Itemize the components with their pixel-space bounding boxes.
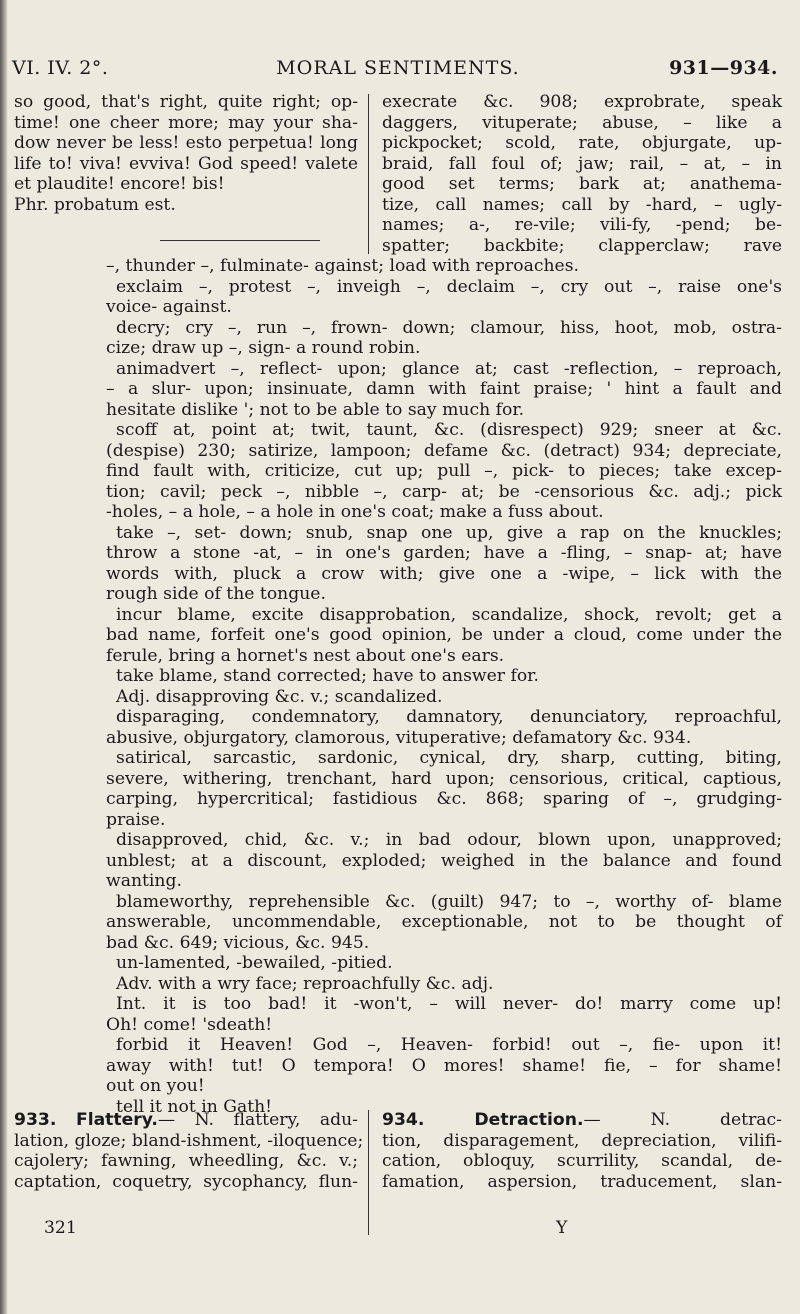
right-column-line: good set terms; bark at; anathema-	[382, 174, 782, 194]
left-column-line: et plaudite! encore! bis!	[14, 174, 225, 194]
entry-line: take blame, stand corrected; have to answer for.	[116, 666, 539, 686]
left-column-text	[14, 92, 358, 215]
entry-line: scoff at, point at; twit, taunt, &c. (disrespect) 929; sneer at &c.	[116, 420, 782, 440]
section-933-line-0	[14, 1110, 358, 1131]
column-rule-top	[368, 94, 369, 254]
section-933-first-line: — N. flattery, adu-	[157, 1110, 358, 1130]
entry-line: out on you!	[106, 1076, 205, 1096]
section-933-title: Flattery.	[75, 1110, 158, 1130]
entry-line: (despise) 230; satirize, lampoon; defame &c. (detract) 934; depreciate,	[106, 440, 782, 461]
entry-line: voice- against.	[106, 297, 232, 317]
entry-line: Int. it is too bad! it -won't, – will never- do! marry come up!	[116, 994, 782, 1014]
section-end-rule	[160, 240, 320, 241]
left-column-line: Phr. probatum est.	[14, 194, 176, 215]
entry-line: – a slur- upon; insinuate, damn with faint praise; ' hint a fault and	[106, 379, 782, 399]
entry-line: words with, pluck a crow with; give one a -wipe, – lick with the	[106, 563, 782, 584]
section-933-line-3: captation, coquetry, sycophancy, flun-	[14, 1171, 358, 1192]
right-column-line: tize, call names; call by -hard, – ugly-	[382, 194, 782, 215]
section-934-title: Detraction.	[474, 1110, 584, 1130]
entry-line: carping, hypercritical; fastidious &c. 868; sparing of –, grudging-	[106, 789, 782, 809]
entry-line: blameworthy, reprehensible &c. (guilt) 947; to –, worthy of- blame	[116, 891, 782, 912]
header-section-ref: VI. IV. 2°.	[12, 57, 109, 79]
entry-line: animadvert –, reflect- upon; glance at; cast -reflection, – reproach,	[116, 358, 782, 379]
left-column-line: time! one cheer more; may your sha-	[14, 112, 358, 133]
right-column-line: names; a-, re-vile; vili-fy, -pend; be-	[382, 215, 782, 235]
entry-line: decry; cry –, run –, frown- down; clamour, hiss, hoot, mob, ostra-	[116, 317, 782, 338]
book-page	[10, 0, 786, 1314]
right-column-line: braid, fall foul of; jaw; rail, – at, – in	[382, 153, 782, 174]
full-width-text	[106, 256, 782, 1117]
left-column-line: so good, that's right, quite right; op-	[14, 92, 358, 112]
section-934-line-2: cation, obloquy, scurrility, scandal, de-	[382, 1151, 782, 1171]
entry-line: tion; cavil; peck –, nibble –, carp- at; be -censorious &c. adj.; pick	[106, 481, 782, 502]
entry-line: cize; draw up –, sign- a round robin.	[106, 338, 421, 358]
entry-line: satirical, sarcastic, sardonic, cynical, dry, sharp, cutting, biting,	[116, 748, 782, 768]
section-933-number: 933.	[14, 1110, 57, 1130]
header-entry-range: 931—934.	[669, 57, 778, 79]
entry-line: tell it not in Gath!	[116, 1096, 273, 1117]
entry-line: severe, withering, trenchant, hard upon; censorious, critical, captious,	[106, 768, 782, 789]
entry-line: disapproved, chid, &c. v.; in bad odour, blown upon, unapproved;	[116, 830, 782, 850]
entry-line: praise.	[106, 809, 166, 830]
section-933-line-1: lation, gloze; bland-ishment, -iloquence;	[14, 1130, 364, 1151]
entry-line: answerable, uncommendable, exceptionable, not to be thought of	[106, 912, 782, 932]
entry-line: Oh! come! 'sdeath!	[106, 1014, 273, 1035]
section-933-flattery	[14, 1110, 364, 1192]
printer-signature-mark: Y	[556, 1218, 568, 1238]
entry-line: hesitate dislike '; not to be able to say much for.	[106, 399, 525, 420]
entry-line: un-lamented, -bewailed, -pitied.	[116, 953, 393, 973]
entry-line: Adj. disapproving &c. v.; scandalized.	[116, 686, 443, 707]
left-column-line: life to! viva! evviva! God speed! valete	[14, 153, 358, 174]
header-title: MORAL SENTIMENTS.	[276, 57, 520, 79]
right-column-line: spatter; backbite; clapperclaw; rave	[382, 235, 782, 256]
right-column-line: pickpocket; scold, rate, objurgate, up-	[382, 133, 782, 153]
entry-line: rough side of the tongue.	[106, 584, 326, 604]
entry-line: wanting.	[106, 871, 182, 891]
right-column-line: execrate &c. 908; exprobrate, speak	[382, 92, 782, 112]
entry-line: away with! tut! O tempora! O mores! shame! fie, – for shame!	[106, 1055, 782, 1076]
running-header	[10, 58, 786, 84]
right-column-text	[382, 92, 782, 256]
entry-line: –, thunder –, fulminate- against; load with reproaches.	[106, 256, 580, 276]
section-933-line-2: cajolery; fawning, wheedling, &c. v.;	[14, 1151, 358, 1171]
page-number: 321	[44, 1218, 77, 1238]
entry-line: take –, set- down; snub, snap one up, give a rap on the knuckles;	[116, 522, 782, 543]
section-934-number: 934.	[382, 1110, 425, 1130]
entry-line: throw a stone -at, – in one's garden; have a -fling, – snap- at; have	[106, 543, 782, 563]
right-column-line: daggers, vituperate; abuse, – like a	[382, 112, 782, 133]
entry-line: forbid it Heaven! God –, Heaven- forbid! out –, fie- upon it!	[116, 1035, 782, 1055]
entry-line: bad &c. 649; vicious, &c. 945.	[106, 932, 370, 953]
section-934-first-line: — N. detrac-	[583, 1110, 782, 1130]
column-rule-bottom	[368, 1110, 369, 1235]
book-spine-shadow	[0, 0, 8, 1314]
section-934-line-3: famation, aspersion, traducement, slan-	[382, 1171, 782, 1192]
section-934-line-1: tion, disparagement, depreciation, vilifi-	[382, 1130, 782, 1151]
entry-line: Adv. with a wry face; reproachfully &c. adj.	[116, 973, 494, 994]
left-column-line: dow never be less! esto perpetua! long	[14, 133, 358, 153]
entry-line: incur blame, excite disapprobation, scandalize, shock, revolt; get a	[116, 604, 782, 625]
section-934-line-0	[382, 1110, 782, 1131]
section-934-detraction	[382, 1110, 782, 1192]
entry-line: ferule, bring a hornet's nest about one's ears.	[106, 645, 505, 666]
entry-line: find fault with, criticize, cut up; pull –, pick- to pieces; take excep-	[106, 461, 782, 481]
entry-line: disparaging, condemnatory, damnatory, denunciatory, reproachful,	[116, 707, 782, 727]
entry-line: -holes, – a hole, – a hole in one's coat; make a fuss about.	[106, 502, 604, 522]
entry-line: abusive, objurgatory, clamorous, vituperative; defamatory &c. 934.	[106, 727, 692, 748]
entry-line: exclaim –, protest –, inveigh –, declaim –, cry out –, raise one's	[116, 276, 782, 297]
entry-line: bad name, forfeit one's good opinion, be under a cloud, come under the	[106, 625, 782, 645]
entry-line: unblest; at a discount, exploded; weighed in the balance and found	[106, 850, 782, 871]
